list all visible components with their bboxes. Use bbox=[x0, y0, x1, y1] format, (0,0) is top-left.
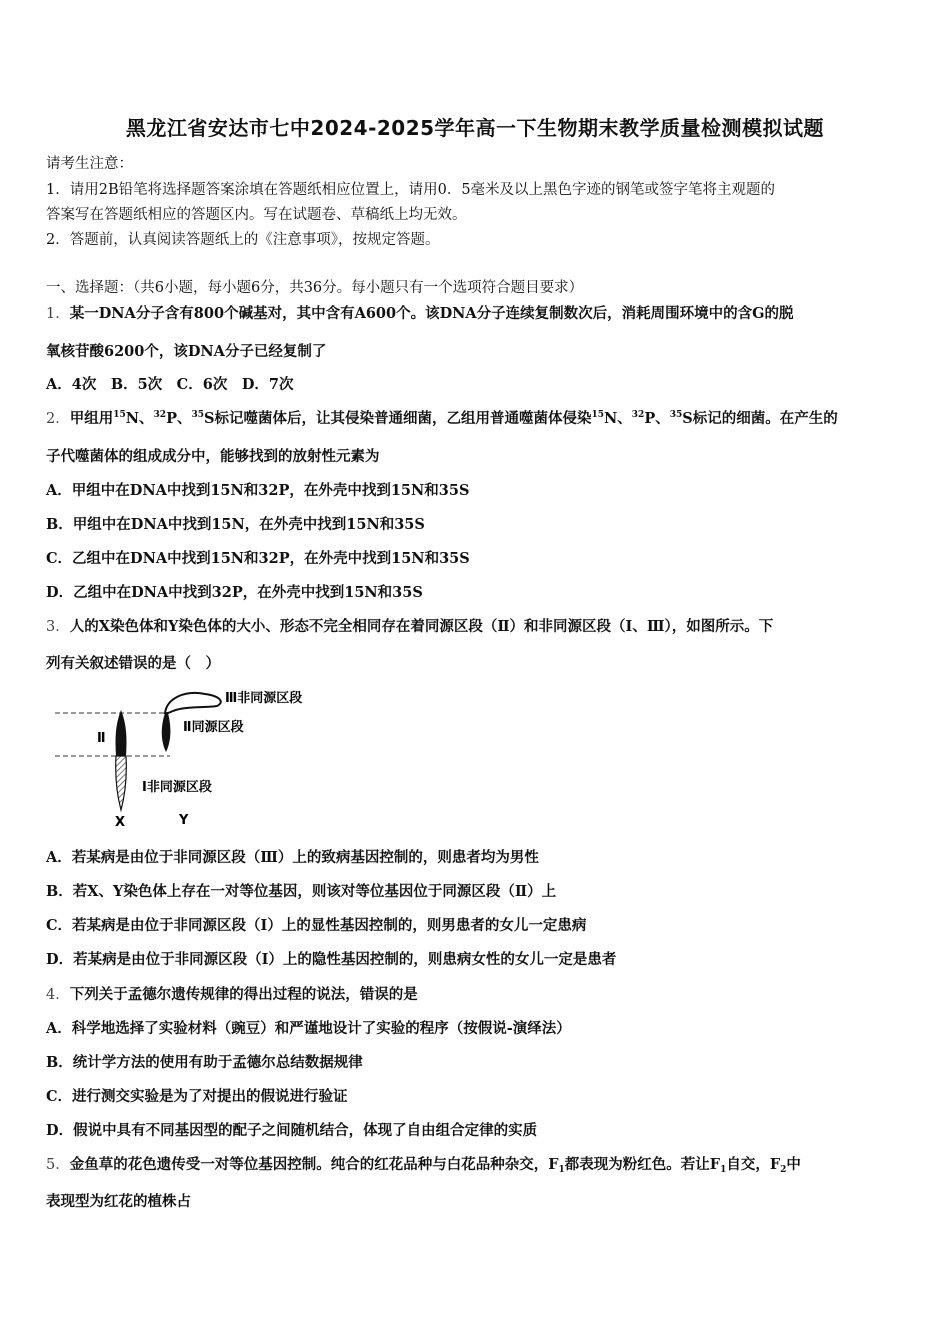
x-chromosome-nonhomologous bbox=[116, 756, 127, 810]
y-chromosome-nonhomologous bbox=[165, 693, 221, 713]
question-4-option-c: C．进行测交实验是为了对提出的假说进行验证 bbox=[46, 1088, 348, 1105]
page-title: 黑龙江省安达市七中2024-2025学年高一下生物期末教学质量检测模拟试题 bbox=[125, 116, 825, 140]
question-text: 甲组用 bbox=[69, 410, 114, 427]
isotope-mass: 15 bbox=[113, 410, 126, 420]
question-5-line-1 bbox=[46, 1153, 916, 1174]
notice-item-2: 2．答题前，认真阅读答题纸上的《注意事项》，按规定答题。 bbox=[46, 232, 440, 248]
isotope-mass: 32 bbox=[153, 410, 167, 420]
question-4-option-b: B．统计学方法的使用有助于孟德尔总结数据规律 bbox=[46, 1054, 363, 1071]
question-4-option-a: A．科学地选择了实验材料（豌豆）和严谨地设计了实验的程序（按假说-演绎法） bbox=[46, 1020, 571, 1037]
question-1-line-1 bbox=[46, 302, 916, 323]
chromosome-figure bbox=[55, 680, 345, 830]
question-1-options: A．4次 B．5次 C．6次 D．7次 bbox=[46, 376, 294, 393]
isotope-symbol: N、 bbox=[125, 410, 154, 427]
question-number: 5． bbox=[46, 1157, 70, 1173]
isotope-symbol: S bbox=[682, 410, 693, 427]
question-3-line-2: 列有关叙述错误的是（ ） bbox=[46, 655, 220, 672]
isotope-mass: 32 bbox=[631, 410, 645, 420]
label-y: Y bbox=[179, 813, 189, 828]
question-3-option-c: C．若某病是由位于非同源区段（I）上的显性基因控制的，则男患者的女儿一定患病 bbox=[46, 917, 587, 934]
subscript: 2 bbox=[780, 1165, 787, 1175]
question-number: 3． bbox=[46, 619, 70, 635]
x-chromosome-homologous bbox=[116, 710, 127, 756]
label-i-nonhomologous: Ⅰ非同源区段 bbox=[142, 780, 212, 795]
isotope-symbol: N、 bbox=[604, 410, 632, 427]
question-text: 标记噬菌体后，让其侵染普通细菌，乙组用普通噬菌体侵染 bbox=[214, 410, 592, 427]
question-2-option-a: A．甲组中在DNA中找到15N和32P，在外壳中找到15N和35S bbox=[46, 482, 470, 499]
y-chromosome-homologous bbox=[162, 713, 171, 752]
question-text: 下列关于孟德尔遗传规律的得出过程的说法，错误的是 bbox=[69, 986, 418, 1003]
isotope-symbol: S bbox=[204, 410, 215, 427]
question-number: 4． bbox=[46, 987, 70, 1003]
label-iii-nonhomologous: Ⅲ非同源区段 bbox=[225, 691, 303, 706]
question-4-line-1 bbox=[46, 983, 916, 1004]
question-4-option-d: D．假说中具有不同基因型的配子之间随机结合，体现了自由组合定律的实质 bbox=[46, 1122, 538, 1139]
question-3-option-b: B．若X、Y染色体上存在一对等位基因，则该对等位基因位于同源区段（Ⅱ）上 bbox=[46, 883, 557, 900]
question-number: 1． bbox=[46, 306, 70, 322]
notice-item-1-line-1: 1．请用2B铅笔将选择题答案涂填在答题纸相应位置上，请用0．5毫米及以上黑色字迹的钢笔或签字笔将主观题的 bbox=[46, 182, 776, 198]
question-5-line-2: 表现型为红花的植株占 bbox=[46, 1193, 191, 1210]
label-ii-mark: Ⅱ bbox=[97, 731, 106, 746]
question-2-line-1 bbox=[46, 407, 916, 428]
question-1-line-2: 氧核苷酸6200个，该DNA分子已经复制了 bbox=[46, 343, 327, 360]
label-ii-homologous: Ⅱ同源区段 bbox=[183, 720, 244, 735]
label-x: X bbox=[115, 815, 126, 830]
question-text: 某一DNA分子含有800个碱基对，其中含有A600个。该DNA分子连续复制数次后，消耗周围环境中的含G的脱 bbox=[69, 305, 794, 322]
question-text: 都表现为粉红色。若让F bbox=[564, 1156, 721, 1173]
question-text: 人的X染色体和Y染色体的大小、形态不完全相同存在着同源区段（Ⅱ）和非同源区段（Ⅰ、Ⅲ），如图所示。下 bbox=[69, 618, 774, 635]
question-2-line-2: 子代噬菌体的组成成分中，能够找到的放射性元素为 bbox=[46, 448, 380, 465]
isotope-mass: 15 bbox=[591, 410, 605, 420]
question-2-option-b: B．甲组中在DNA中找到15N，在外壳中找到15N和35S bbox=[46, 516, 425, 533]
question-2-option-c: C．乙组中在DNA中找到15N和32P，在外壳中找到15N和35S bbox=[46, 550, 470, 567]
notice-heading: 请考生注意： bbox=[46, 156, 133, 172]
question-3-line-1 bbox=[46, 615, 916, 636]
question-text: 自交，F bbox=[726, 1156, 781, 1173]
section-heading: 一、选择题：（共6小题，每小题6分，共36分。每小题只有一个选项符合题目要求） bbox=[46, 280, 584, 296]
question-text: 金鱼草的花色遗传受一对等位基因控制。纯合的红花品种与白花品种杂交，F bbox=[69, 1156, 559, 1173]
question-number: 2． bbox=[46, 411, 70, 427]
isotope-symbol: P、 bbox=[166, 410, 192, 427]
isotope-mass: 35 bbox=[191, 410, 204, 420]
question-2-option-d: D．乙组中在DNA中找到32P，在外壳中找到15N和35S bbox=[46, 584, 423, 601]
question-3-option-d: D．若某病是由位于非同源区段（I）上的隐性基因控制的，则患病女性的女儿一定是患者 bbox=[46, 951, 617, 968]
question-text: 中 bbox=[786, 1156, 801, 1173]
subscript: 1 bbox=[720, 1165, 727, 1175]
question-text: 标记的细菌。在产生的 bbox=[692, 410, 838, 427]
notice-item-1-line-2: 答案写在答题纸相应的答题区内。写在试题卷、草稿纸上均无效。 bbox=[46, 207, 467, 223]
isotope-symbol: P、 bbox=[644, 410, 670, 427]
isotope-mass: 35 bbox=[669, 410, 683, 420]
subscript: 1 bbox=[558, 1165, 565, 1175]
question-3-option-a: A．若某病是由位于非同源区段（Ⅲ）上的致病基因控制的，则患者均为男性 bbox=[46, 849, 539, 866]
